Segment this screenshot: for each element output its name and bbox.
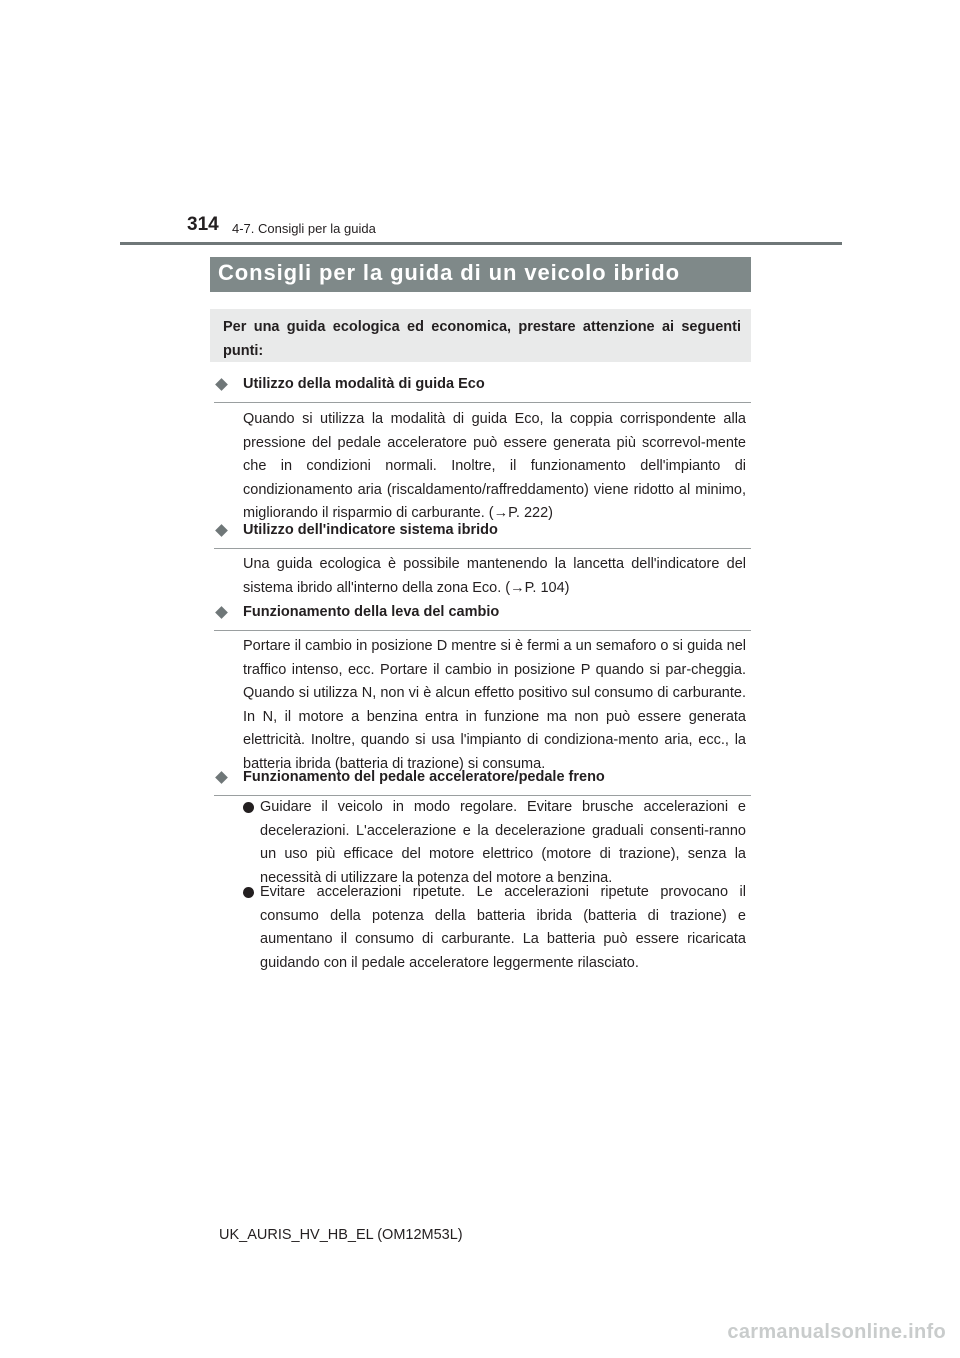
footer-document-id: UK_AURIS_HV_HB_EL (OM12M53L): [219, 1227, 463, 1243]
bullet-text: Evitare accelerazioni ripetute. Le accelerazioni ripetute provocano il consumo della potenza della batteria ibrida (batteria di trazione) e aumentano il consumo di carburante. La batteria può essere ricaricata guidando con il pedale acceleratore leggermente rilasciato.: [260, 884, 746, 971]
header-rule: [120, 242, 842, 245]
title-bar: [210, 257, 751, 292]
sub-heading-label: Funzionamento del pedale acceleratore/pedale freno: [243, 769, 605, 785]
intro-text: Per una guida ecologica ed economica, prestare attenzione ai seguenti punti:: [223, 319, 741, 359]
diamond-icon: [215, 771, 228, 784]
sub-heading-label: Utilizzo dell'indicatore sistema ibrido: [243, 522, 498, 538]
watermark: carmanualsonline.info: [727, 1321, 946, 1343]
bullet-icon: [243, 802, 254, 813]
sub-heading-label: Funzionamento della leva del cambio: [243, 604, 500, 620]
diamond-icon: [215, 378, 228, 391]
diamond-icon: [215, 524, 228, 537]
sub-heading-label: Utilizzo della modalità di guida Eco: [243, 376, 485, 392]
sub-heading-eco-mode: [214, 376, 751, 403]
sub-heading-pedals: [214, 769, 751, 796]
intro-box: [210, 309, 751, 362]
sub-heading-shift-lever: [214, 604, 751, 631]
diamond-icon: [215, 606, 228, 619]
paragraph-shift-lever: Portare il cambio in posizione D mentre si è fermi a un semaforo o si guida nel traffico intenso, ecc. Portare il cambio in posizione P quando si par-cheggia. Quando si utilizza N, non vi è alcun effetto positivo sul consumo di carburante. In N, il motore a benzina entra in funzione ma non può essere generata elettricità. Inoltre, quando si usa l'impianto di condiziona-mento aria, ecc., la batteria ibrida (batteria di trazione) si consuma.: [243, 638, 746, 772]
paragraph-hybrid-indicator: Una guida ecologica è possibile mantenendo la lancetta dell'indicatore del sistema ibrido all'interno della zona Eco. (→P. 104): [243, 556, 746, 596]
section-reference: 4-7. Consigli per la guida: [232, 221, 376, 236]
sub-heading-hybrid-indicator: [214, 522, 751, 549]
bullet-icon: [243, 887, 254, 898]
page-title: Consigli per la guida di un veicolo ibrido: [218, 260, 680, 285]
bullet-text: Guidare il veicolo in modo regolare. Evitare brusche accelerazioni e decelerazioni. L'accelerazione e la decelerazione graduali consenti-ranno un uso più efficace del motore elettrico (motore di trazione), senza la necessità di utilizzare la potenza del motore a benzina.: [260, 799, 746, 886]
paragraph-eco-mode: Quando si utilizza la modalità di guida Eco, la coppia corrispondente alla pressione del pedale acceleratore può essere generata più scorrevol-mente che in condizioni normali. Inoltre, il funzionamento dell'impianto di condizionamento aria (riscaldamento/raffreddamento) viene ridotto al minimo, migliorando il risparmio di carburante. (→P. 222): [243, 411, 746, 521]
page-number: 314: [187, 214, 219, 235]
